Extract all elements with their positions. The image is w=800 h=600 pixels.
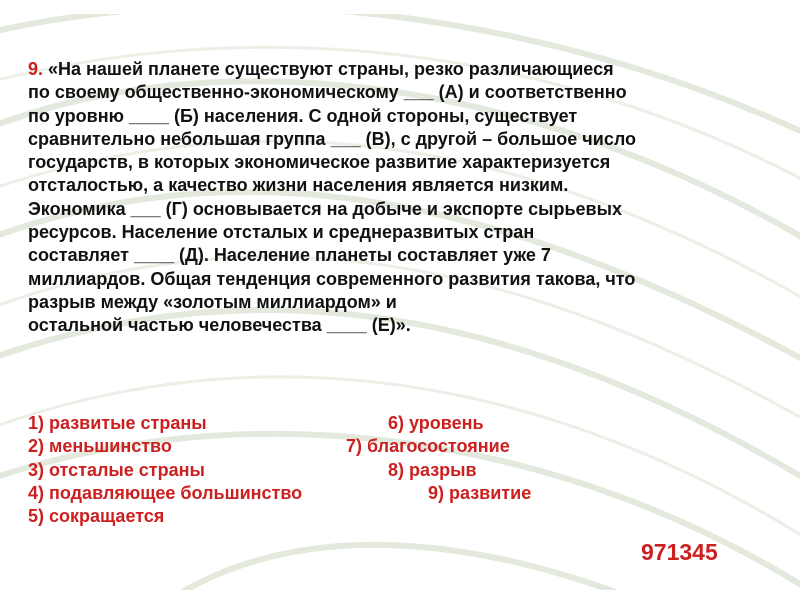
question-line: ресурсов. Население отсталых и среднеразвитых стран	[28, 222, 535, 243]
question-line: сравнительно небольшая группа ___ (В), с другой – большое число	[28, 128, 637, 149]
question-line: разрыв между «золотым миллиардом» и	[28, 291, 397, 312]
question-line: Экономика ___ (Г) основывается на добыче и экспорте сырьевых	[28, 198, 623, 219]
question-line: остальной частью человечества ____ (Е)».	[28, 315, 411, 336]
top-frame	[0, 0, 800, 14]
option-item: 4) подавляющее большинство	[28, 482, 303, 503]
question-line: по своему общественно-экономическому ___ (А) и соответственно	[28, 82, 627, 103]
option-item: 2) меньшинство	[28, 436, 172, 457]
question-line: составляет ____ (Д). Население планеты составляет уже 7	[28, 245, 551, 266]
question-line: по уровню ____ (Б) населения. С одной стороны, существует	[28, 105, 578, 126]
option-row	[28, 505, 588, 528]
option-item: 9) развитие	[428, 482, 532, 503]
question-line: миллиардов. Общая тенденция современного развития такова, что	[28, 268, 636, 289]
answer-code: 971345	[641, 539, 718, 565]
question-line: 9. «На нашей планете существуют страны, резко различающиеся	[28, 59, 614, 79]
option-row	[28, 435, 588, 458]
question-line: государств, в которых экономическое развитие характеризуется	[28, 152, 611, 173]
option-item: 1) развитые страны	[28, 413, 207, 433]
option-item: 8) разрыв	[388, 459, 477, 480]
option-item: 7) благосостояние	[346, 436, 510, 457]
option-item: 5) сокращается	[28, 506, 165, 527]
option-row	[28, 459, 588, 482]
answer-options-list	[28, 412, 588, 528]
option-row	[28, 412, 588, 435]
question-line: отсталостью, а качество жизни населения является низким.	[28, 175, 569, 196]
question-number: 9.	[28, 59, 44, 79]
question-text	[28, 58, 788, 338]
option-item: 6) уровень	[388, 413, 484, 433]
bottom-frame	[0, 590, 800, 600]
option-row	[28, 482, 588, 505]
option-item: 3) отсталые страны	[28, 459, 205, 480]
